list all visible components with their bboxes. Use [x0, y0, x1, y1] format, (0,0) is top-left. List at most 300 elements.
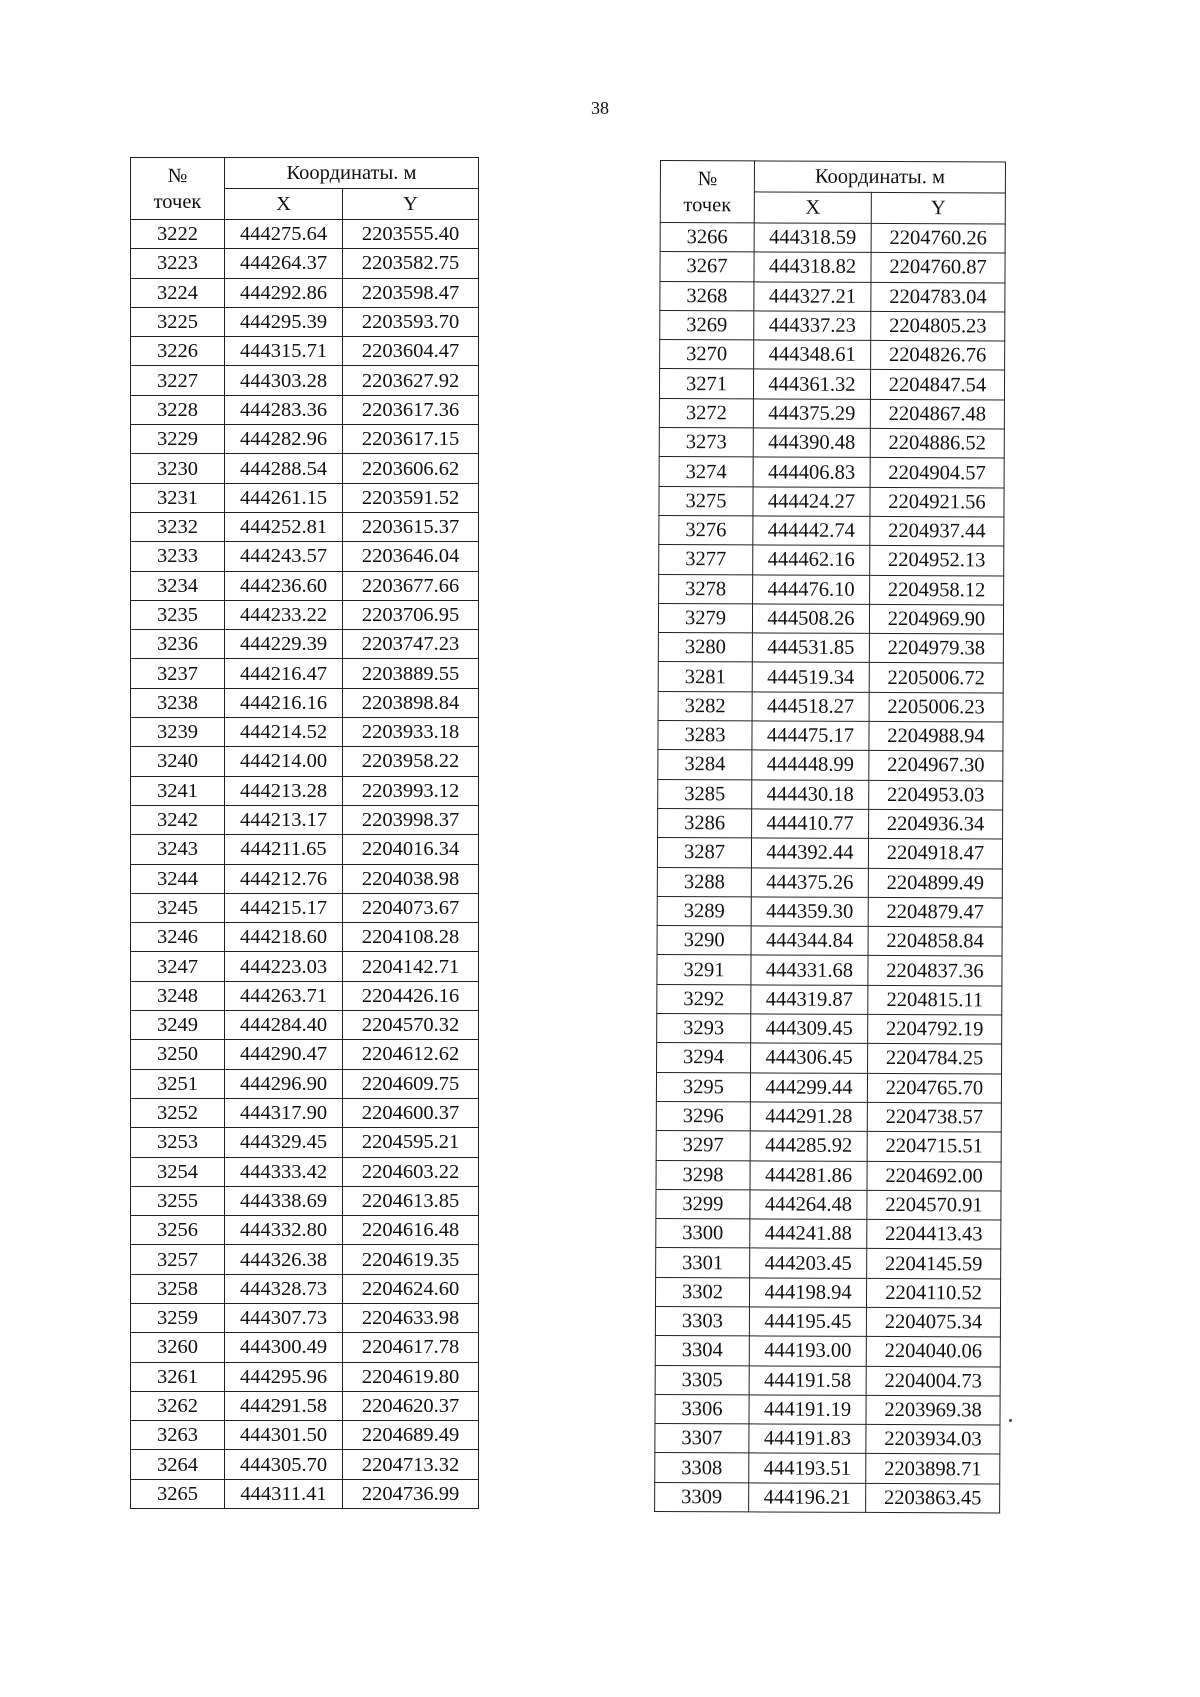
x-coordinate-cell: 444295.96	[225, 1362, 343, 1391]
table-row	[655, 1482, 1000, 1513]
y-coordinate-cell: 2204969.90	[869, 604, 1003, 634]
table-row	[131, 864, 479, 893]
x-coordinate-cell: 444214.52	[225, 718, 343, 747]
y-coordinate-cell: 2204613.85	[343, 1186, 479, 1215]
table-row	[131, 1186, 479, 1215]
point-number-cell: 3267	[660, 252, 754, 282]
point-number-cell: 3291	[657, 955, 751, 985]
y-coordinate-cell: 2203706.95	[343, 600, 479, 629]
y-coordinate-cell: 2204142.71	[343, 952, 479, 981]
point-number-cell: 3253	[131, 1128, 225, 1157]
point-number-cell: 3252	[131, 1098, 225, 1127]
x-coordinate-cell: 444193.51	[749, 1453, 866, 1483]
point-number-cell: 3307	[655, 1424, 749, 1454]
y-coordinate-cell: 2204016.34	[343, 835, 479, 864]
point-number-cell: 3270	[660, 340, 754, 370]
point-number-cell: 3248	[131, 981, 225, 1010]
y-coordinate-cell: 2204413.43	[867, 1220, 1001, 1250]
table-body-right	[655, 223, 1006, 1514]
x-coordinate-cell: 444307.73	[225, 1303, 343, 1332]
point-number-header: № точек	[131, 158, 225, 220]
x-coordinate-cell: 444236.60	[225, 571, 343, 600]
table-row	[660, 340, 1005, 371]
table-row	[131, 1333, 479, 1362]
table-row	[658, 633, 1003, 664]
point-number-cell: 3279	[658, 603, 752, 633]
x-coordinate-cell: 444519.34	[752, 662, 869, 692]
table-row	[656, 1219, 1001, 1250]
x-coordinate-cell: 444283.36	[225, 395, 343, 424]
point-number-cell: 3303	[655, 1306, 749, 1336]
y-coordinate-cell: 2204595.21	[343, 1128, 479, 1157]
x-coordinate-cell: 444333.42	[225, 1157, 343, 1186]
table-body-left	[131, 220, 479, 1509]
y-coordinate-cell: 2204715.51	[867, 1132, 1001, 1162]
x-coordinate-cell: 444309.45	[751, 1014, 868, 1044]
y-coordinate-cell: 2203898.71	[866, 1454, 1000, 1484]
y-coordinate-cell: 2204073.67	[343, 893, 479, 922]
table-row	[659, 398, 1004, 429]
y-coordinate-cell: 2203747.23	[343, 630, 479, 659]
table-row	[131, 1128, 479, 1157]
table-row	[659, 574, 1004, 605]
x-coordinate-cell: 444290.47	[225, 1040, 343, 1069]
table-row	[131, 483, 479, 512]
point-number-cell: 3235	[131, 600, 225, 629]
x-coordinate-cell: 444218.60	[225, 923, 343, 952]
x-coordinate-cell: 444359.30	[751, 897, 868, 927]
point-number-cell: 3290	[657, 926, 751, 956]
table-row	[131, 1274, 479, 1303]
x-coordinate-cell: 444326.38	[225, 1245, 343, 1274]
point-number-cell: 3302	[655, 1277, 749, 1307]
table-row	[655, 1394, 1000, 1425]
table-row	[660, 310, 1005, 341]
y-coordinate-cell: 2204620.37	[343, 1391, 479, 1420]
table-row	[131, 571, 479, 600]
point-number-cell: 3254	[131, 1157, 225, 1186]
x-column-header: X	[225, 189, 343, 220]
x-coordinate-cell: 444390.48	[753, 428, 870, 458]
point-number-cell: 3282	[658, 691, 752, 721]
point-number-cell: 3260	[131, 1333, 225, 1362]
x-coordinate-cell: 444406.83	[753, 457, 870, 487]
table-row	[131, 776, 479, 805]
table-row	[656, 1131, 1001, 1162]
x-coordinate-cell: 444191.19	[749, 1395, 866, 1425]
table-row	[131, 659, 479, 688]
table-row	[658, 721, 1003, 752]
y-coordinate-cell: 2204713.32	[343, 1450, 479, 1479]
x-column-header: X	[754, 192, 871, 224]
y-coordinate-cell: 2204570.32	[343, 1011, 479, 1040]
x-coordinate-cell: 444430.18	[752, 780, 869, 810]
y-coordinate-cell: 2204426.16	[343, 981, 479, 1010]
x-coordinate-cell: 444195.45	[749, 1307, 866, 1337]
point-number-cell: 3256	[131, 1216, 225, 1245]
x-coordinate-cell: 444375.26	[751, 867, 868, 897]
x-coordinate-cell: 444281.86	[750, 1160, 867, 1190]
x-coordinate-cell: 444191.83	[749, 1424, 866, 1454]
y-coordinate-cell: 2204633.98	[343, 1303, 479, 1332]
y-coordinate-cell: 2204619.35	[343, 1245, 479, 1274]
point-number-cell: 3293	[657, 1014, 751, 1044]
y-coordinate-cell: 2203889.55	[343, 659, 479, 688]
y-coordinate-cell: 2204760.26	[871, 223, 1005, 253]
y-coordinate-cell: 2203958.22	[343, 747, 479, 776]
table-row	[659, 545, 1004, 576]
table-row	[657, 896, 1002, 927]
x-coordinate-cell: 444311.41	[225, 1479, 343, 1508]
table-row	[659, 428, 1004, 459]
y-coordinate-cell: 2204570.91	[867, 1190, 1001, 1220]
point-number-cell: 3289	[657, 896, 751, 926]
scan-speck	[1009, 1419, 1012, 1422]
table-row	[656, 1248, 1001, 1279]
y-coordinate-cell: 2203646.04	[343, 542, 479, 571]
x-coordinate-cell: 444361.32	[753, 369, 870, 399]
y-coordinate-cell: 2204936.34	[869, 809, 1003, 839]
point-number-cell: 3255	[131, 1186, 225, 1215]
x-coordinate-cell: 444508.26	[752, 604, 869, 634]
y-coordinate-cell: 2204879.47	[868, 897, 1002, 927]
y-coordinate-cell: 2204736.99	[343, 1479, 479, 1508]
x-coordinate-cell: 444392.44	[751, 838, 868, 868]
x-coordinate-cell: 444216.16	[225, 688, 343, 717]
point-number-cell: 3280	[658, 633, 752, 663]
y-coordinate-cell: 2203627.92	[343, 366, 479, 395]
point-number-cell: 3301	[656, 1248, 750, 1278]
y-coordinate-cell: 2204040.06	[866, 1337, 1000, 1367]
y-coordinate-cell: 2204692.00	[867, 1161, 1001, 1191]
x-coordinate-cell: 444213.17	[225, 805, 343, 834]
table-row	[655, 1424, 1000, 1455]
point-number-cell: 3297	[656, 1131, 750, 1161]
table-row	[660, 223, 1005, 254]
x-coordinate-cell: 444318.82	[754, 252, 871, 282]
point-number-cell: 3278	[659, 574, 753, 604]
table-row	[131, 1362, 479, 1391]
x-coordinate-cell: 444518.27	[752, 692, 869, 722]
x-coordinate-cell: 444318.59	[754, 223, 871, 253]
point-number-cell: 3231	[131, 483, 225, 512]
point-number-cell: 3247	[131, 952, 225, 981]
point-number-cell: 3306	[655, 1394, 749, 1424]
x-coordinate-cell: 444303.28	[225, 366, 343, 395]
table-row	[131, 835, 479, 864]
y-coordinate-cell: 2204899.49	[868, 868, 1002, 898]
x-coordinate-cell: 444198.94	[749, 1278, 866, 1308]
x-coordinate-cell: 444296.90	[225, 1069, 343, 1098]
table-row	[131, 1157, 479, 1186]
coordinates-header: Координаты. м	[225, 158, 479, 189]
point-number-cell: 3292	[657, 984, 751, 1014]
point-number-cell: 3274	[659, 457, 753, 487]
x-coordinate-cell: 444282.96	[225, 425, 343, 454]
y-coordinate-cell: 2204617.78	[343, 1333, 479, 1362]
y-coordinate-cell: 2204603.22	[343, 1157, 479, 1186]
x-coordinate-cell: 444375.29	[753, 399, 870, 429]
x-coordinate-cell: 444216.47	[225, 659, 343, 688]
point-number-cell: 3249	[131, 1011, 225, 1040]
y-coordinate-cell: 2203863.45	[866, 1483, 1000, 1513]
table-row	[131, 718, 479, 747]
x-coordinate-cell: 444243.57	[225, 542, 343, 571]
table-row	[131, 1069, 479, 1098]
x-coordinate-cell: 444263.71	[225, 981, 343, 1010]
point-number-cell: 3230	[131, 454, 225, 483]
coordinates-table-left	[130, 157, 479, 1509]
table-row	[131, 425, 479, 454]
x-coordinate-cell: 444332.80	[225, 1216, 343, 1245]
point-number-cell: 3295	[656, 1072, 750, 1102]
y-coordinate-cell: 2204600.37	[343, 1098, 479, 1127]
table-row	[656, 1160, 1001, 1191]
y-column-header: Y	[343, 189, 479, 220]
point-number-cell: 3259	[131, 1303, 225, 1332]
y-coordinate-cell: 2203598.47	[343, 278, 479, 307]
point-number-cell: 3271	[659, 369, 753, 399]
y-coordinate-cell: 2204616.48	[343, 1216, 479, 1245]
x-coordinate-cell: 444264.48	[750, 1190, 867, 1220]
point-number-cell: 3283	[658, 721, 752, 751]
coordinates-header: Координаты. м	[754, 161, 1005, 193]
x-coordinate-cell: 444233.22	[225, 600, 343, 629]
table-row	[657, 955, 1002, 986]
point-number-cell: 3233	[131, 542, 225, 571]
y-coordinate-cell: 2204886.52	[870, 428, 1004, 458]
y-coordinate-cell: 2204967.30	[869, 751, 1003, 781]
point-number-cell: 3286	[658, 808, 752, 838]
x-coordinate-cell: 444288.54	[225, 454, 343, 483]
table-row	[656, 1189, 1001, 1220]
table-row	[131, 923, 479, 952]
table-row	[131, 307, 479, 336]
table-row	[131, 1391, 479, 1420]
table-row	[657, 984, 1002, 1015]
table-row	[131, 805, 479, 834]
x-coordinate-cell: 444410.77	[752, 809, 869, 839]
point-number-cell: 3284	[658, 750, 752, 780]
table-row	[131, 337, 479, 366]
point-number-cell: 3276	[659, 515, 753, 545]
y-coordinate-cell: 2204937.44	[870, 516, 1004, 546]
point-number-cell: 3241	[131, 776, 225, 805]
x-coordinate-cell: 444193.00	[749, 1336, 866, 1366]
x-coordinate-cell: 444348.61	[754, 340, 871, 370]
x-coordinate-cell: 444317.90	[225, 1098, 343, 1127]
point-number-cell: 3264	[131, 1450, 225, 1479]
point-number-cell: 3261	[131, 1362, 225, 1391]
y-coordinate-cell: 2204805.23	[871, 311, 1005, 341]
x-coordinate-cell: 444424.27	[753, 487, 870, 517]
y-coordinate-cell: 2203615.37	[343, 512, 479, 541]
point-number-cell: 3273	[659, 428, 753, 458]
x-coordinate-cell: 444319.87	[751, 985, 868, 1015]
table-row	[657, 1043, 1002, 1074]
x-coordinate-cell: 444327.21	[754, 282, 871, 312]
y-coordinate-cell: 2204918.47	[868, 839, 1002, 869]
y-column-header: Y	[871, 192, 1005, 224]
table-row	[655, 1365, 1000, 1396]
table-row	[655, 1453, 1000, 1484]
y-coordinate-cell: 2203677.66	[343, 571, 479, 600]
point-number-cell: 3263	[131, 1421, 225, 1450]
y-coordinate-cell: 2203617.15	[343, 425, 479, 454]
y-coordinate-cell: 2203998.37	[343, 805, 479, 834]
point-number-cell: 3265	[131, 1479, 225, 1508]
y-coordinate-cell: 2203617.36	[343, 395, 479, 424]
table-row	[655, 1306, 1000, 1337]
x-coordinate-cell: 444299.44	[750, 1073, 867, 1103]
point-number-cell: 3309	[655, 1482, 749, 1512]
y-coordinate-cell: 2204004.73	[866, 1366, 1000, 1396]
table-row	[131, 1421, 479, 1450]
x-coordinate-cell: 444203.45	[750, 1248, 867, 1278]
y-coordinate-cell: 2204738.57	[867, 1102, 1001, 1132]
point-number-cell: 3238	[131, 688, 225, 717]
point-number-cell: 3225	[131, 307, 225, 336]
point-number-cell: 3242	[131, 805, 225, 834]
point-number-cell: 3234	[131, 571, 225, 600]
y-coordinate-cell: 2204867.48	[870, 399, 1004, 429]
x-coordinate-cell: 444301.50	[225, 1421, 343, 1450]
x-coordinate-cell: 444284.40	[225, 1011, 343, 1040]
point-number-cell: 3258	[131, 1274, 225, 1303]
x-coordinate-cell: 444261.15	[225, 483, 343, 512]
point-number-cell: 3237	[131, 659, 225, 688]
point-number-cell: 3308	[655, 1453, 749, 1483]
x-coordinate-cell: 444448.99	[752, 750, 869, 780]
point-number-cell: 3257	[131, 1245, 225, 1274]
x-coordinate-cell: 444196.21	[749, 1483, 866, 1513]
x-coordinate-cell: 444305.70	[225, 1450, 343, 1479]
table-row	[658, 779, 1003, 810]
point-number-cell: 3232	[131, 512, 225, 541]
y-coordinate-cell: 2203969.38	[866, 1395, 1000, 1425]
x-coordinate-cell: 444191.58	[749, 1365, 866, 1395]
table-row	[660, 281, 1005, 312]
point-number-header: № точек	[660, 161, 754, 223]
point-number-cell: 3262	[131, 1391, 225, 1420]
x-coordinate-cell: 444229.39	[225, 630, 343, 659]
table-row	[131, 366, 479, 395]
table-row	[131, 220, 479, 249]
point-number-cell: 3304	[655, 1336, 749, 1366]
y-coordinate-cell: 2204609.75	[343, 1069, 479, 1098]
point-number-cell: 3239	[131, 718, 225, 747]
point-number-cell: 3299	[656, 1189, 750, 1219]
table-row	[131, 952, 479, 981]
table-row	[131, 893, 479, 922]
point-number-cell: 3296	[656, 1101, 750, 1131]
table-row	[657, 1014, 1002, 1045]
x-coordinate-cell: 444212.76	[225, 864, 343, 893]
point-number-cell: 3275	[659, 486, 753, 516]
y-coordinate-cell: 2204612.62	[343, 1040, 479, 1069]
table-row	[655, 1336, 1000, 1367]
point-number-cell: 3277	[659, 545, 753, 575]
x-coordinate-cell: 444264.37	[225, 249, 343, 278]
coordinates-table-right	[654, 160, 1006, 1514]
x-coordinate-cell: 444291.28	[750, 1102, 867, 1132]
point-number-cell: 3300	[656, 1219, 750, 1249]
table-row	[131, 1011, 479, 1040]
table-row	[658, 603, 1003, 634]
y-coordinate-cell: 2204904.57	[870, 458, 1004, 488]
table-row	[659, 515, 1004, 546]
y-coordinate-cell: 2204837.36	[868, 956, 1002, 986]
table-row	[656, 1101, 1001, 1132]
y-coordinate-cell: 2203593.70	[343, 307, 479, 336]
x-coordinate-cell: 444337.23	[754, 311, 871, 341]
x-coordinate-cell: 444252.81	[225, 512, 343, 541]
point-number-cell: 3227	[131, 366, 225, 395]
y-coordinate-cell: 2203934.03	[866, 1425, 1000, 1455]
point-number-cell: 3266	[660, 223, 754, 253]
y-coordinate-cell: 2204783.04	[871, 282, 1005, 312]
y-coordinate-cell: 2203591.52	[343, 483, 479, 512]
table-row	[658, 750, 1003, 781]
point-number-cell: 3229	[131, 425, 225, 454]
table-row	[657, 867, 1002, 898]
table-row	[659, 486, 1004, 517]
x-coordinate-cell: 444329.45	[225, 1128, 343, 1157]
table-row	[131, 278, 479, 307]
y-coordinate-cell: 2204921.56	[870, 487, 1004, 517]
table-row	[131, 981, 479, 1010]
y-coordinate-cell: 2203606.62	[343, 454, 479, 483]
x-coordinate-cell: 444442.74	[753, 516, 870, 546]
point-number-cell: 3244	[131, 864, 225, 893]
y-coordinate-cell: 2203993.12	[343, 776, 479, 805]
table-row	[131, 395, 479, 424]
table-row	[659, 457, 1004, 488]
y-coordinate-cell: 2204145.59	[867, 1249, 1001, 1279]
table-row	[131, 600, 479, 629]
point-number-cell: 3272	[659, 398, 753, 428]
y-coordinate-cell: 2204108.28	[343, 923, 479, 952]
x-coordinate-cell: 444344.84	[751, 926, 868, 956]
table-row	[131, 1450, 479, 1479]
point-number-cell: 3243	[131, 835, 225, 864]
point-number-cell: 3226	[131, 337, 225, 366]
y-coordinate-cell: 2203582.75	[343, 249, 479, 278]
x-coordinate-cell: 444295.39	[225, 307, 343, 336]
x-coordinate-cell: 444292.86	[225, 278, 343, 307]
y-coordinate-cell: 2204075.34	[866, 1307, 1000, 1337]
y-coordinate-cell: 2204988.94	[869, 721, 1003, 751]
y-coordinate-cell: 2204979.38	[869, 634, 1003, 664]
x-coordinate-cell: 444215.17	[225, 893, 343, 922]
y-coordinate-cell: 2204760.87	[871, 253, 1005, 283]
table-row	[660, 252, 1005, 283]
point-number-cell: 3285	[658, 779, 752, 809]
table-row	[656, 1072, 1001, 1103]
point-number-cell: 3240	[131, 747, 225, 776]
y-coordinate-cell: 2203898.84	[343, 688, 479, 717]
x-coordinate-cell: 444275.64	[225, 220, 343, 249]
x-coordinate-cell: 444213.28	[225, 776, 343, 805]
y-coordinate-cell: 2204038.98	[343, 864, 479, 893]
x-coordinate-cell: 444241.88	[750, 1219, 867, 1249]
table-row	[131, 1303, 479, 1332]
table-row	[131, 1040, 479, 1069]
y-coordinate-cell: 2204958.12	[870, 575, 1004, 605]
y-coordinate-cell: 2204689.49	[343, 1421, 479, 1450]
y-coordinate-cell: 2205006.72	[869, 663, 1003, 693]
y-coordinate-cell: 2204953.03	[869, 780, 1003, 810]
